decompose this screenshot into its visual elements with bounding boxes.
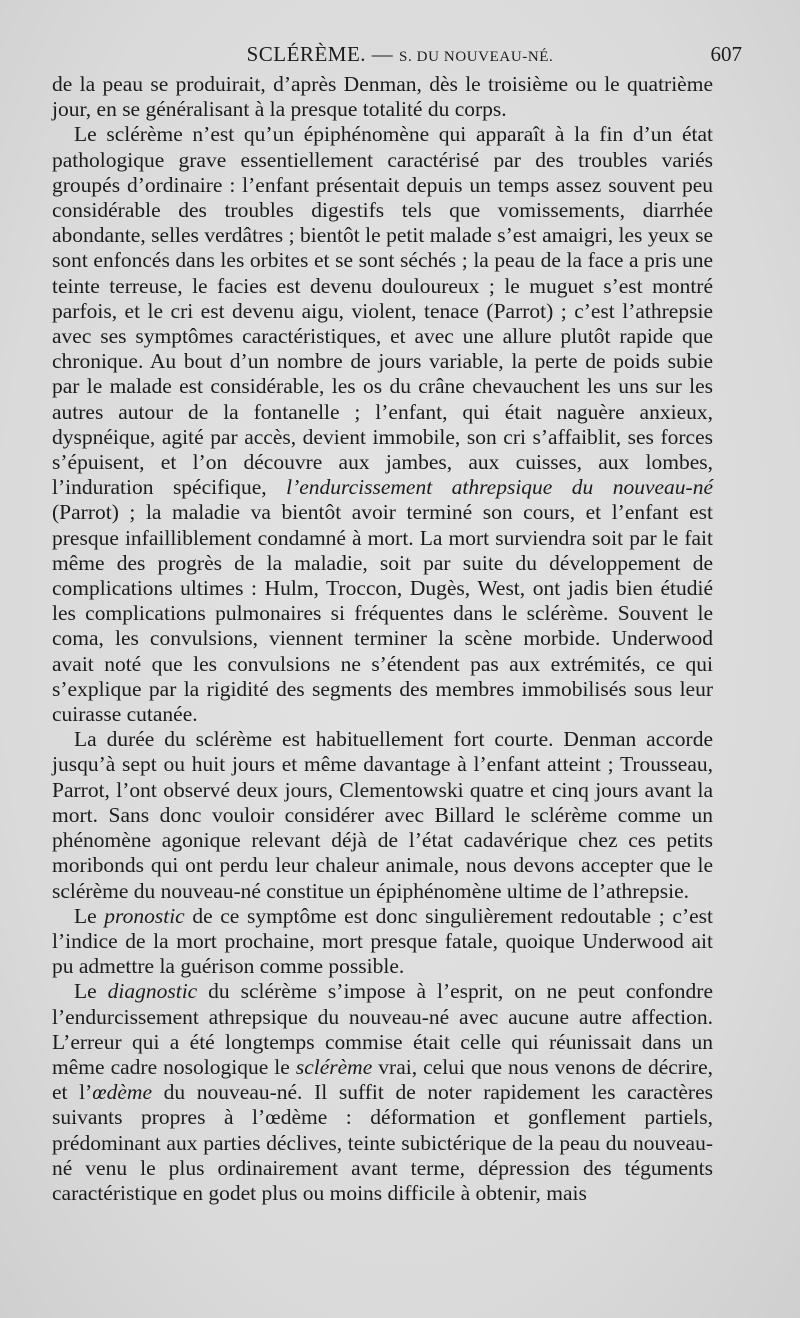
italic-term: sclérème bbox=[295, 1054, 373, 1079]
running-head-sub: S. DU NOUVEAU-NÉ. bbox=[399, 49, 554, 65]
text-run: vrai, celui que nous venons de décrire, et l’ bbox=[52, 1054, 713, 1105]
paragraph-1 bbox=[52, 72, 713, 122]
text-run: de la peau se produirait, d’après Denman, dès le troisième ou le quatrième jour, en se généralisant à la presque totalité du corps. bbox=[52, 72, 713, 122]
paragraph-4 bbox=[52, 904, 713, 980]
text-run: du sclérème s’impose à l’esprit, on ne peut confondre l’endurcissement athrepsique du nouveau-né avec aucune autre affection. L’erreur qui a été longtemps commise était celle qui réunissait dans un même cadre nosologique le bbox=[52, 979, 713, 1079]
page-header bbox=[52, 42, 748, 72]
text-run: Le bbox=[74, 903, 105, 928]
body-text bbox=[52, 72, 713, 1206]
text-run: Le bbox=[74, 979, 108, 1004]
text-run: (Parrot) ; la maladie va bientôt avoir terminé son cours, et l’enfant est presque infailliblement condamné à mort. La mort surviendra soit par le fait même des progrès de la maladie, soit par suite du développement de complications ultimes : Hulm, Troccon, Dugès, West, ont jadis bien étudié les complications pulmonaires si fréquentes dans le sclérème. Souvent le coma, les convulsions, viennent terminer la scène morbide. Underwood avait noté que les convulsions ne s’étendent pas aux extrémités, ce qui s’explique par la rigidité des segments des membres immobilisés sous leur cuirasse cutanée. bbox=[52, 500, 713, 727]
text-run: de ce symptôme est donc singulièrement redoutable ; c’est l’indice de la mort prochaine, mort presque fatale, quoique Underwood ait pu admettre la guérison comme possible. bbox=[52, 903, 713, 979]
italic-term: œdème bbox=[92, 1080, 152, 1105]
text-run: du nouveau-né. Il suffit de noter rapidement les caractères suivants propres à l’œdème : déformation et gonflement partiels, prédominant aux parties déclives, teinte subictérique de la peau du nouveau-né venu le plus ordinairement avant terme, dépression des téguments caractéristique en godet plus ou moins difficile à obtenir, mais bbox=[52, 1080, 713, 1205]
running-head-dash: — bbox=[366, 42, 400, 66]
paragraph-2 bbox=[52, 122, 713, 727]
italic-term: l’endurcissement athrepsique du nouveau-né bbox=[286, 475, 713, 500]
page-number: 607 bbox=[710, 42, 742, 66]
running-head-main: SCLÉRÈME. bbox=[246, 42, 367, 66]
italic-term: pronostic bbox=[104, 903, 185, 928]
text-run: La durée du sclérème est habituellement fort courte. Denman accorde jusqu’à sept ou huit jours et même davantage à l’enfant atteint ; Trousseau, Parrot, l’ont observé deux jours, Clementowski quatre et cinq jours avant la mort. Sans donc vouloir considérer avec Billard le sclérème comme un phénomène agonique relevant déjà de l’état cadavérique chez ces petits moribonds qui ont perdu leur chaleur animale, nous devons accepter que le sclérème du nouveau-né constitue un épiphénomène ultime de l’athrepsie. bbox=[52, 727, 713, 903]
italic-term: diagnostic bbox=[107, 979, 198, 1004]
running-head bbox=[52, 42, 748, 67]
paragraph-3 bbox=[52, 727, 713, 903]
paragraph-5 bbox=[52, 979, 713, 1206]
text-run: Le sclérème n’est qu’un épiphénomène qui apparaît à la fin d’un état pathologique grave essentiellement caractérisé par des troubles variés groupés d’ordinaire : l’enfant présentait depuis un temps assez souvent peu considérable des troubles digestifs tels que vomissements, diarrhée abondante, selles verdâtres ; bientôt le petit malade s’est amaigri, les yeux se sont enfoncés dans les orbites et se sont séchés ; la peau de la face a pris une teinte terreuse, le facies est devenu douloureux ; le muguet s’est montré parfois, et le cri est devenu aigu, violent, tenace (Parrot) ; c’est l’athrepsie avec ses symptômes caractéristiques, et avec une allure plutôt rapide que chronique. Au bout d’un nombre de jours variable, la perte de poids subie par le malade est considérable, les os du crâne chevauchent les uns sur les autres autour de la fontanelle ; l’enfant, qui était naguère anxieux, dyspnéique, agité par accès, devient immobile, son cri s’affaiblit, ses forces s’épuisent, et l’on découvre aux jambes, aux cuisses, aux lombes, l’induration spécifique, bbox=[52, 122, 713, 500]
